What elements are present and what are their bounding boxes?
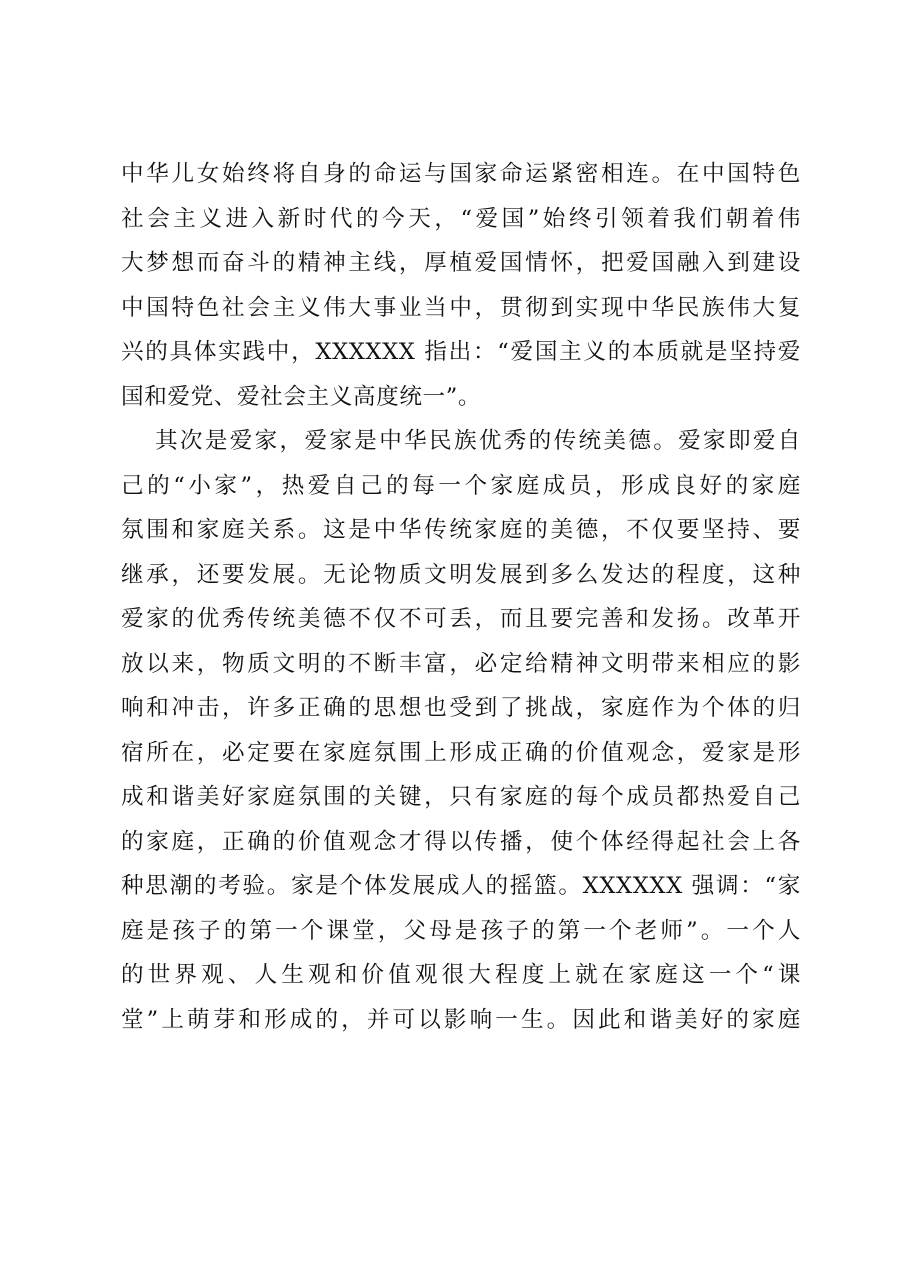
text-line: 的世界观、人生观和价值观很大程度上就在家庭这一个“课 bbox=[121, 962, 801, 988]
text-line: 的家庭，正确的价值观念才得以传播，使个体经得起社会上各 bbox=[121, 828, 801, 855]
text-line: 爱家的优秀传统美德不仅不可丢，而且要完善和发扬。改革开 bbox=[121, 606, 801, 632]
text-line: 中国特色社会主义伟大事业当中，贯彻到实现中华民族伟大复 bbox=[121, 294, 801, 321]
text-line: 兴的具体实践中，XXXXXX 指出：“爱国主义的本质就是坚持爱 bbox=[121, 339, 801, 365]
text-line: 继承，还要发展。无论物质文明发展到多么发达的程度，这种 bbox=[121, 561, 801, 588]
paragraph-1 bbox=[121, 152, 801, 419]
text-line: 响和冲击，许多正确的思想也受到了挑战，家庭作为个体的归 bbox=[121, 695, 801, 721]
text-line: 其次是爱家，爱家是中华民族优秀的传统美德。爱家即爱自 bbox=[155, 428, 801, 454]
text-line: 种思潮的考验。家是个体发展成人的摇篮。XXXXXX 强调：“家 bbox=[121, 873, 801, 899]
text-line: 宿所在，必定要在家庭氛围上形成正确的价值观念，爱家是形 bbox=[121, 739, 801, 766]
text-line: 氛围和家庭关系。这是中华传统家庭的美德，不仅要坚持、要 bbox=[121, 517, 801, 543]
text-line: 大梦想而奋斗的精神主线，厚植爱国情怀，把爱国融入到建设 bbox=[121, 250, 801, 276]
text-line: 成和谐美好家庭氛围的关键，只有家庭的每个成员都热爱自己 bbox=[121, 784, 801, 810]
text-line: 庭是孩子的第一个课堂，父母是孩子的第一个老师”。一个人 bbox=[121, 917, 801, 944]
text-line: 堂”上萌芽和形成的，并可以影响一生。因此和谐美好的家庭 bbox=[121, 1006, 801, 1033]
text-line: 己的“小家”，热爱自己的每一个家庭成员，形成良好的家庭 bbox=[121, 472, 801, 499]
text-line: 社会主义进入新时代的今天，“爱国”始终引领着我们朝着伟 bbox=[121, 205, 801, 232]
text-line: 中华儿女始终将自身的命运与国家命运紧密相连。在中国特色 bbox=[121, 161, 801, 187]
paragraph-2 bbox=[121, 419, 801, 1042]
text-line: 国和爱党、爱社会主义高度统一”。 bbox=[121, 383, 482, 410]
body-text bbox=[121, 152, 801, 1042]
text-line: 放以来，物质文明的不断丰富，必定给精神文明带来相应的影 bbox=[121, 650, 801, 677]
